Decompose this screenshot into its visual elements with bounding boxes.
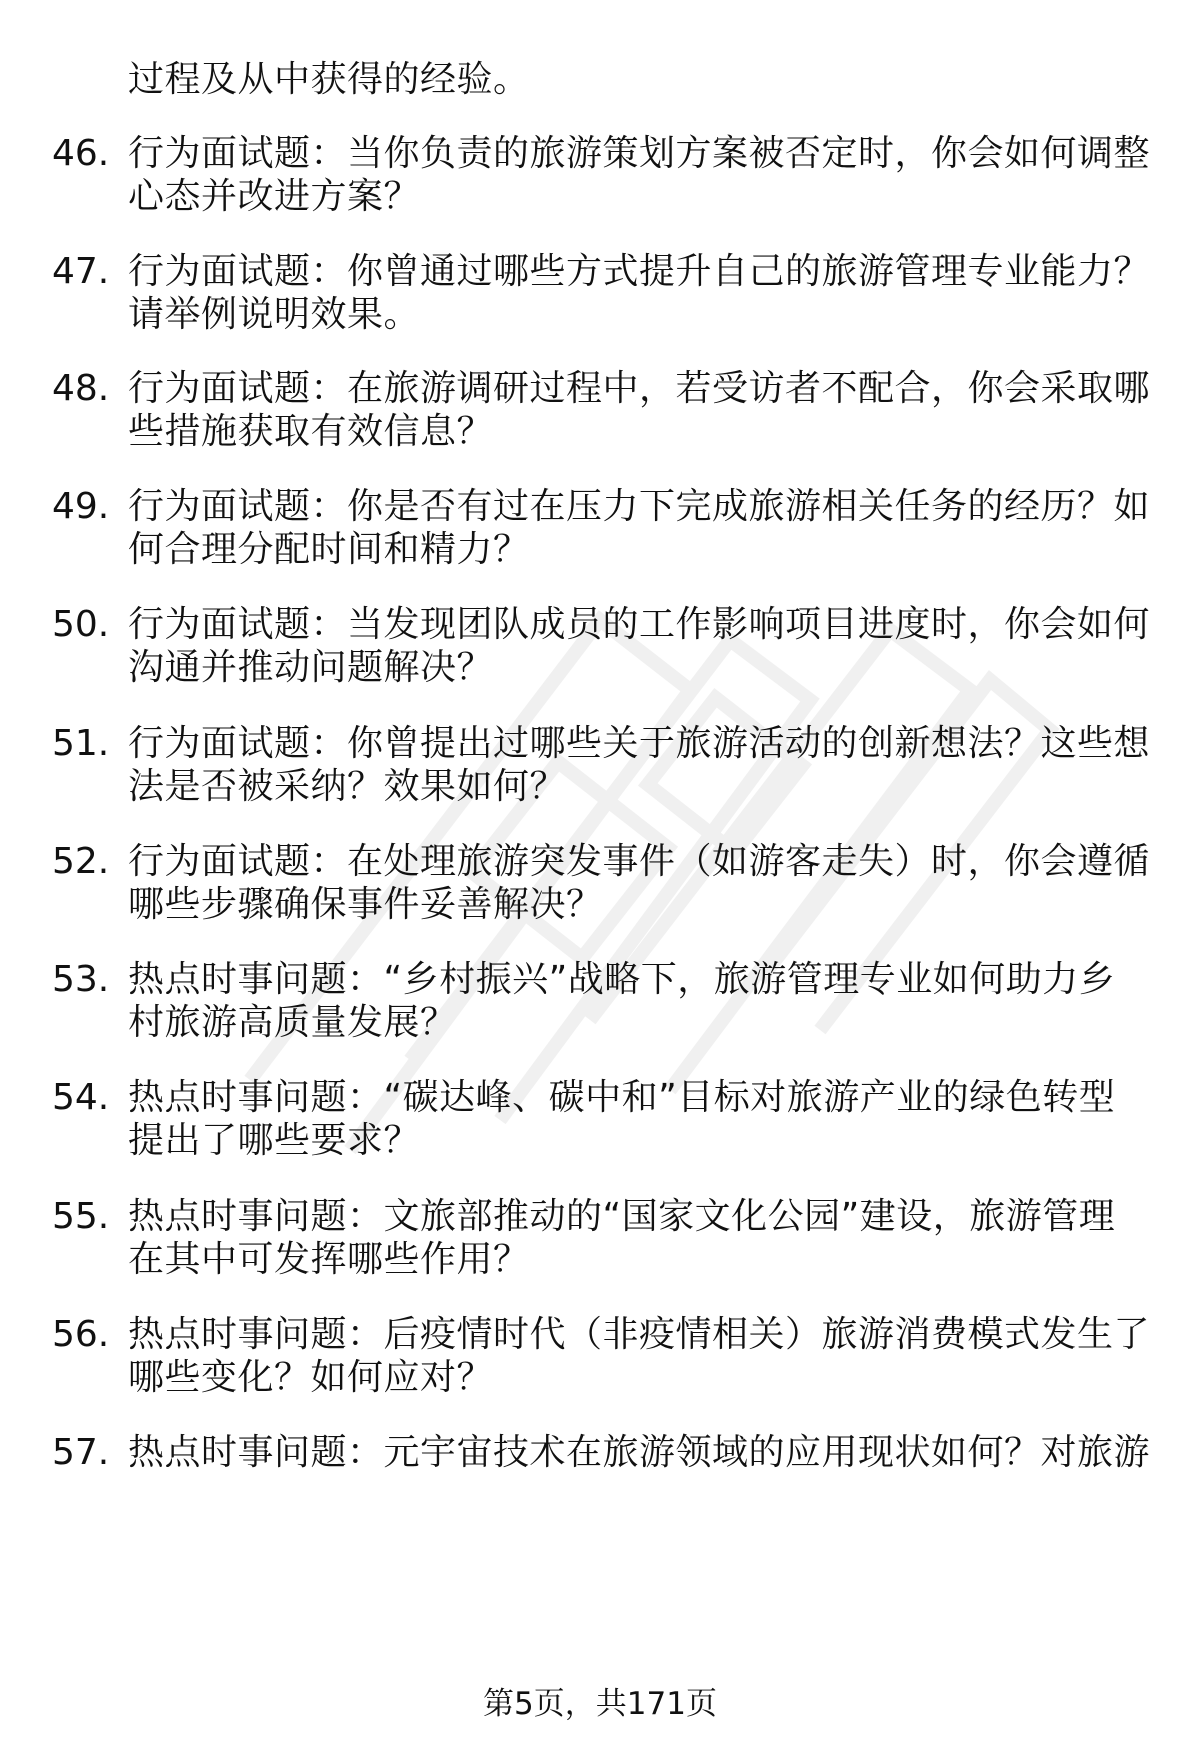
question-line: 行为面试题：你曾通过哪些方式提升自己的旅游管理专业能力？ — [128, 251, 1151, 292]
question-number: 52. — [52, 841, 110, 882]
question-number: 47. — [52, 251, 110, 292]
question-line: 何合理分配时间和精力？ — [128, 529, 530, 570]
question-number: 46. — [52, 133, 110, 174]
question-line: 热点时事问题：“碳达峰、碳中和”目标对旅游产业的绿色转型 — [128, 1077, 1116, 1118]
question-number: 49. — [52, 486, 110, 527]
question-line: 热点时事问题：元宇宙技术在旅游领域的应用现状如何？对旅游 — [128, 1432, 1151, 1473]
question-number: 57. — [52, 1432, 110, 1473]
question-number: 50. — [52, 604, 110, 645]
question-line: 村旅游高质量发展？ — [128, 1002, 457, 1043]
question-line: 行为面试题：当发现团队成员的工作影响项目进度时，你会如何 — [128, 604, 1151, 645]
question-line: 热点时事问题：“乡村振兴”战略下，旅游管理专业如何助力乡 — [128, 959, 1116, 1000]
question-line: 行为面试题：你曾提出过哪些关于旅游活动的创新想法？这些想 — [128, 723, 1151, 764]
question-line: 热点时事问题：后疫情时代（非疫情相关）旅游消费模式发生了 — [128, 1314, 1151, 1355]
question-line: 行为面试题：在处理旅游突发事件（如游客走失）时，你会遵循 — [128, 841, 1151, 882]
question-number: 55. — [52, 1196, 110, 1237]
question-line: 行为面试题：当你负责的旅游策划方案被否定时，你会如何调整 — [128, 133, 1151, 174]
question-line: 沟通并推动问题解决？ — [128, 647, 494, 688]
question-line: 些措施获取有效信息？ — [128, 411, 494, 452]
question-number: 54. — [52, 1077, 110, 1118]
question-line: 哪些步骤确保事件妥善解决？ — [128, 884, 603, 925]
page-footer: 第5页，共171页 — [483, 1686, 717, 1722]
question-line: 请举例说明效果。 — [128, 294, 421, 335]
question-number: 51. — [52, 723, 110, 764]
question-number: 53. — [52, 959, 110, 1000]
question-line: 行为面试题：你是否有过在压力下完成旅游相关任务的经历？如 — [128, 486, 1151, 527]
question-line: 哪些变化？如何应对？ — [128, 1357, 494, 1398]
question-number: 56. — [52, 1314, 110, 1355]
question-number: 48. — [52, 368, 110, 409]
question-line: 提出了哪些要求？ — [128, 1120, 421, 1161]
question-line: 法是否被采纳？效果如何？ — [128, 766, 567, 807]
continuation-text: 过程及从中获得的经验。 — [128, 59, 530, 100]
question-line: 心态并改进方案？ — [128, 176, 421, 217]
question-line: 在其中可发挥哪些作用？ — [128, 1239, 530, 1280]
question-line: 行为面试题：在旅游调研过程中，若受访者不配合，你会采取哪 — [128, 368, 1151, 409]
question-line: 热点时事问题：文旅部推动的“国家文化公园”建设，旅游管理 — [128, 1196, 1116, 1237]
